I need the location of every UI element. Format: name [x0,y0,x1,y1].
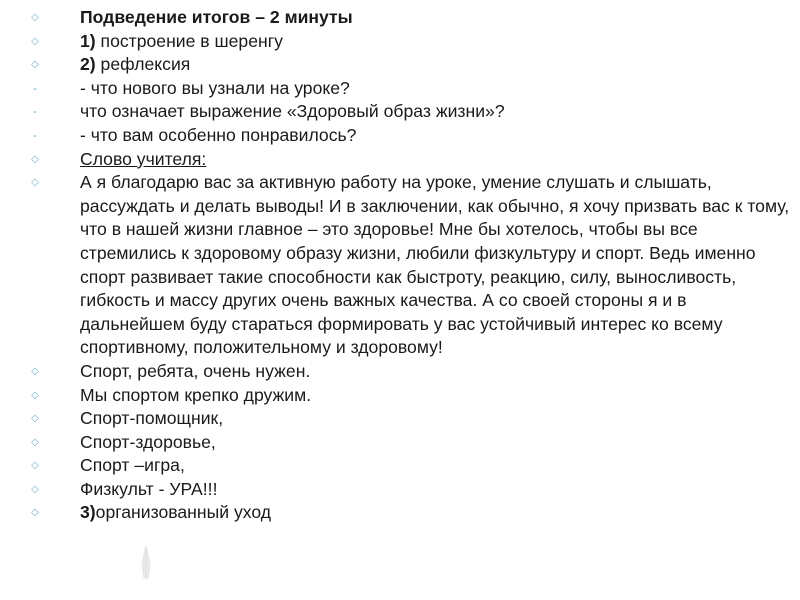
item-text: рефлексия [95,54,191,75]
diamond-outline-icon: ◇ [31,436,39,448]
list-item-teacher-speech [28,171,792,360]
diamond-outline-icon: ◇ [31,35,39,47]
list-item-summary-title [28,6,792,30]
poem-line-text: Мы спортом крепко дружим. [80,384,312,405]
item-number: 3) [80,502,96,523]
question-text: - что вам особенно понравилось? [80,124,357,145]
diamond-outline-icon: ◇ [31,507,39,519]
list-item-question-new [28,77,792,101]
poem-line-text: Спорт-помощник, [80,408,224,429]
list-item-poem-line [28,360,792,384]
list-item-question-healthy [28,100,792,124]
teacher-word-heading: Слово учителя: [80,148,207,169]
list-item-poem-line [28,454,792,478]
summary-title: Подведение итогов – 2 минуты [80,7,353,27]
diamond-outline-icon: ◇ [31,365,39,377]
dash-icon: - [33,127,37,142]
diamond-outline-icon: ◇ [31,59,39,71]
item-text: организованный уход [95,502,272,523]
list-item-question-liked [28,124,792,148]
slide-content [28,6,792,525]
poem-line-text: Спорт, ребята, очень нужен. [80,360,311,381]
dash-icon: - [33,80,37,95]
dash-icon: - [33,104,37,119]
teacher-speech-paragraph: А я благодарю вас за активную работу на уроке, умение слушать и слышать, рассуждать и делать выводы! И в заключении, как обычно, я хочу призвать вас к тому, что в нашей жизни главное – это здоровье! Мне бы хотелось, чтобы вы все стремились к здоровому образу жизни, любили физкультуру и спорт. Ведь именно спорт развивает такие способности как быстроту, реакцию, силу, выносливость, гибкость и массу других очень важных качества. А со своей стороны я и в дальнейшем буду стараться формировать у вас устойчивый интерес ко всему спортивному, положительному и здоровому! [80,172,790,358]
question-text: - что нового вы узнали на уроке? [80,77,350,98]
item-text: построение в шеренгу [95,30,283,51]
diamond-outline-icon: ◇ [31,153,39,165]
list-item-poem-line [28,431,792,455]
list-item-poem-line [28,478,792,502]
diamond-outline-icon: ◇ [31,389,39,401]
diamond-outline-icon: ◇ [31,177,39,189]
pen-watermark-icon [136,544,156,584]
poem-line-text: Спорт –игра, [80,455,185,476]
diamond-outline-icon: ◇ [31,483,39,495]
diamond-outline-icon: ◇ [31,12,39,23]
list-item-teacher-word [28,148,792,172]
diamond-outline-icon: ◇ [31,460,39,472]
list-item-poem-line [28,384,792,408]
list-item-reflection [28,53,792,77]
list-item-poem-line [28,407,792,431]
question-text: что означает выражение «Здоровый образ жизни»? [80,101,505,122]
item-number: 1) [80,30,96,51]
list-item-lineup [28,30,792,54]
poem-line-text: Спорт-здоровье, [80,431,216,452]
list-item-organized-exit [28,501,792,525]
poem-line-text: Физкульт - УРА!!! [80,478,218,499]
diamond-outline-icon: ◇ [31,413,39,425]
item-number: 2) [80,54,96,75]
